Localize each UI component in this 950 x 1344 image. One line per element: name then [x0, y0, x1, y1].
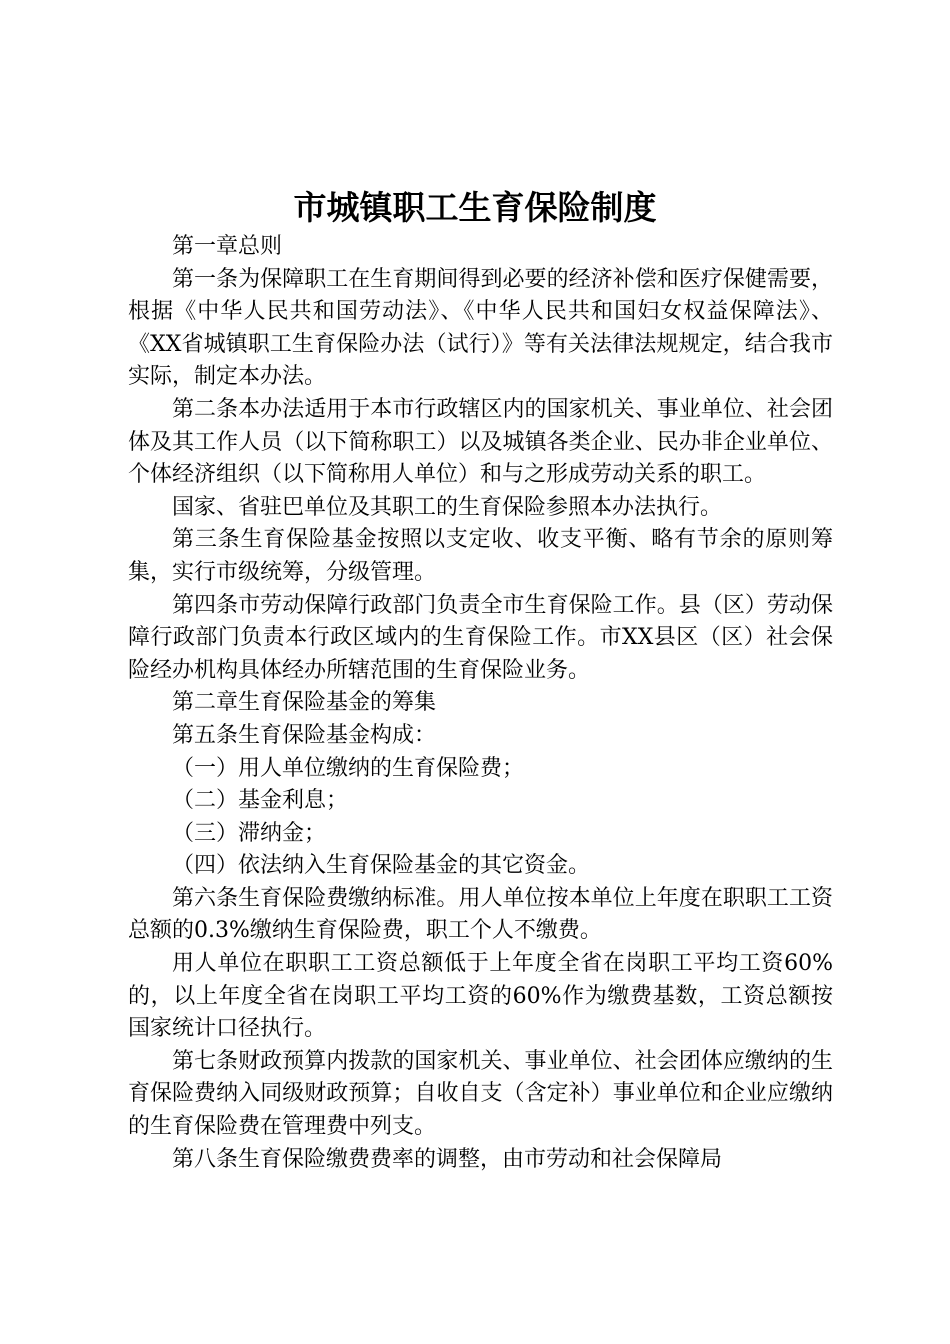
list-item: （三）滞纳金； — [172, 820, 327, 846]
paragraph: 第一条为保障职工在生育期间得到必要的经济补偿和医疗保健需要，根据《中华人民共和国劳动法》、《中华人民共和国妇女权益保障法》、《XX省城镇职工生育保险办法（试行）》等有关法律法规规定，结合我市实际，制定本办法。 — [128, 266, 833, 390]
paragraph: 第二条本办法适用于本市行政辖区内的国家机关、事业单位、社会团体及其工作人员（以下简称职工）以及城镇各类企业、民办非企业单位、个体经济组织（以下简称用人单位）和与之形成劳动关系的职工。 — [128, 396, 833, 488]
paragraph: 第六条生育保险费缴纳标准。用人单位按本单位上年度在职职工工资总额的0.3%缴纳生育保险费，职工个人不缴费。 — [128, 885, 833, 944]
paragraph: 第七条财政预算内拨款的国家机关、事业单位、社会团体应缴纳的生育保险费纳入同级财政预算；自收自支（含定补）事业单位和企业应缴纳的生育保险费在管理费中列支。 — [128, 1048, 833, 1140]
list-item: （四）依法纳入生育保险基金的其它资金。 — [172, 853, 591, 879]
document-title: 市城镇职工生育保险制度 — [293, 188, 657, 227]
paragraph: 用人单位在职职工工资总额低于上年度全省在岗职工平均工资60%的，以上年度全省在岗职工平均工资的60%作为缴费基数，工资总额按国家统计口径执行。 — [128, 951, 833, 1042]
list-item: （一）用人单位缴纳的生育保险费； — [172, 755, 525, 781]
list-item: （二）基金利息； — [172, 788, 349, 814]
paragraph: 第八条生育保险缴费费率的调整，由市劳动和社会保障局 — [172, 1146, 723, 1172]
paragraph: 国家、省驻巴单位及其职工的生育保险参照本办法执行。 — [172, 494, 723, 520]
chapter-heading: 第一章总则 — [172, 234, 283, 259]
paragraph: 第四条市劳动保障行政部门负责全市生育保险工作。县（区）劳动保障行政部门负责本行政区域内的生育保险工作。市XX县区（区）社会保险经办机构具体经办所辖范围的生育保险业务。 — [128, 592, 833, 683]
chapter-heading: 第二章生育保险基金的筹集 — [172, 690, 437, 716]
paragraph: 第五条生育保险基金构成： — [172, 722, 437, 748]
paragraph: 第三条生育保险基金按照以支定收、收支平衡、略有节余的原则筹集，实行市级统筹，分级管理。 — [128, 527, 833, 585]
document-body — [128, 231, 833, 1176]
